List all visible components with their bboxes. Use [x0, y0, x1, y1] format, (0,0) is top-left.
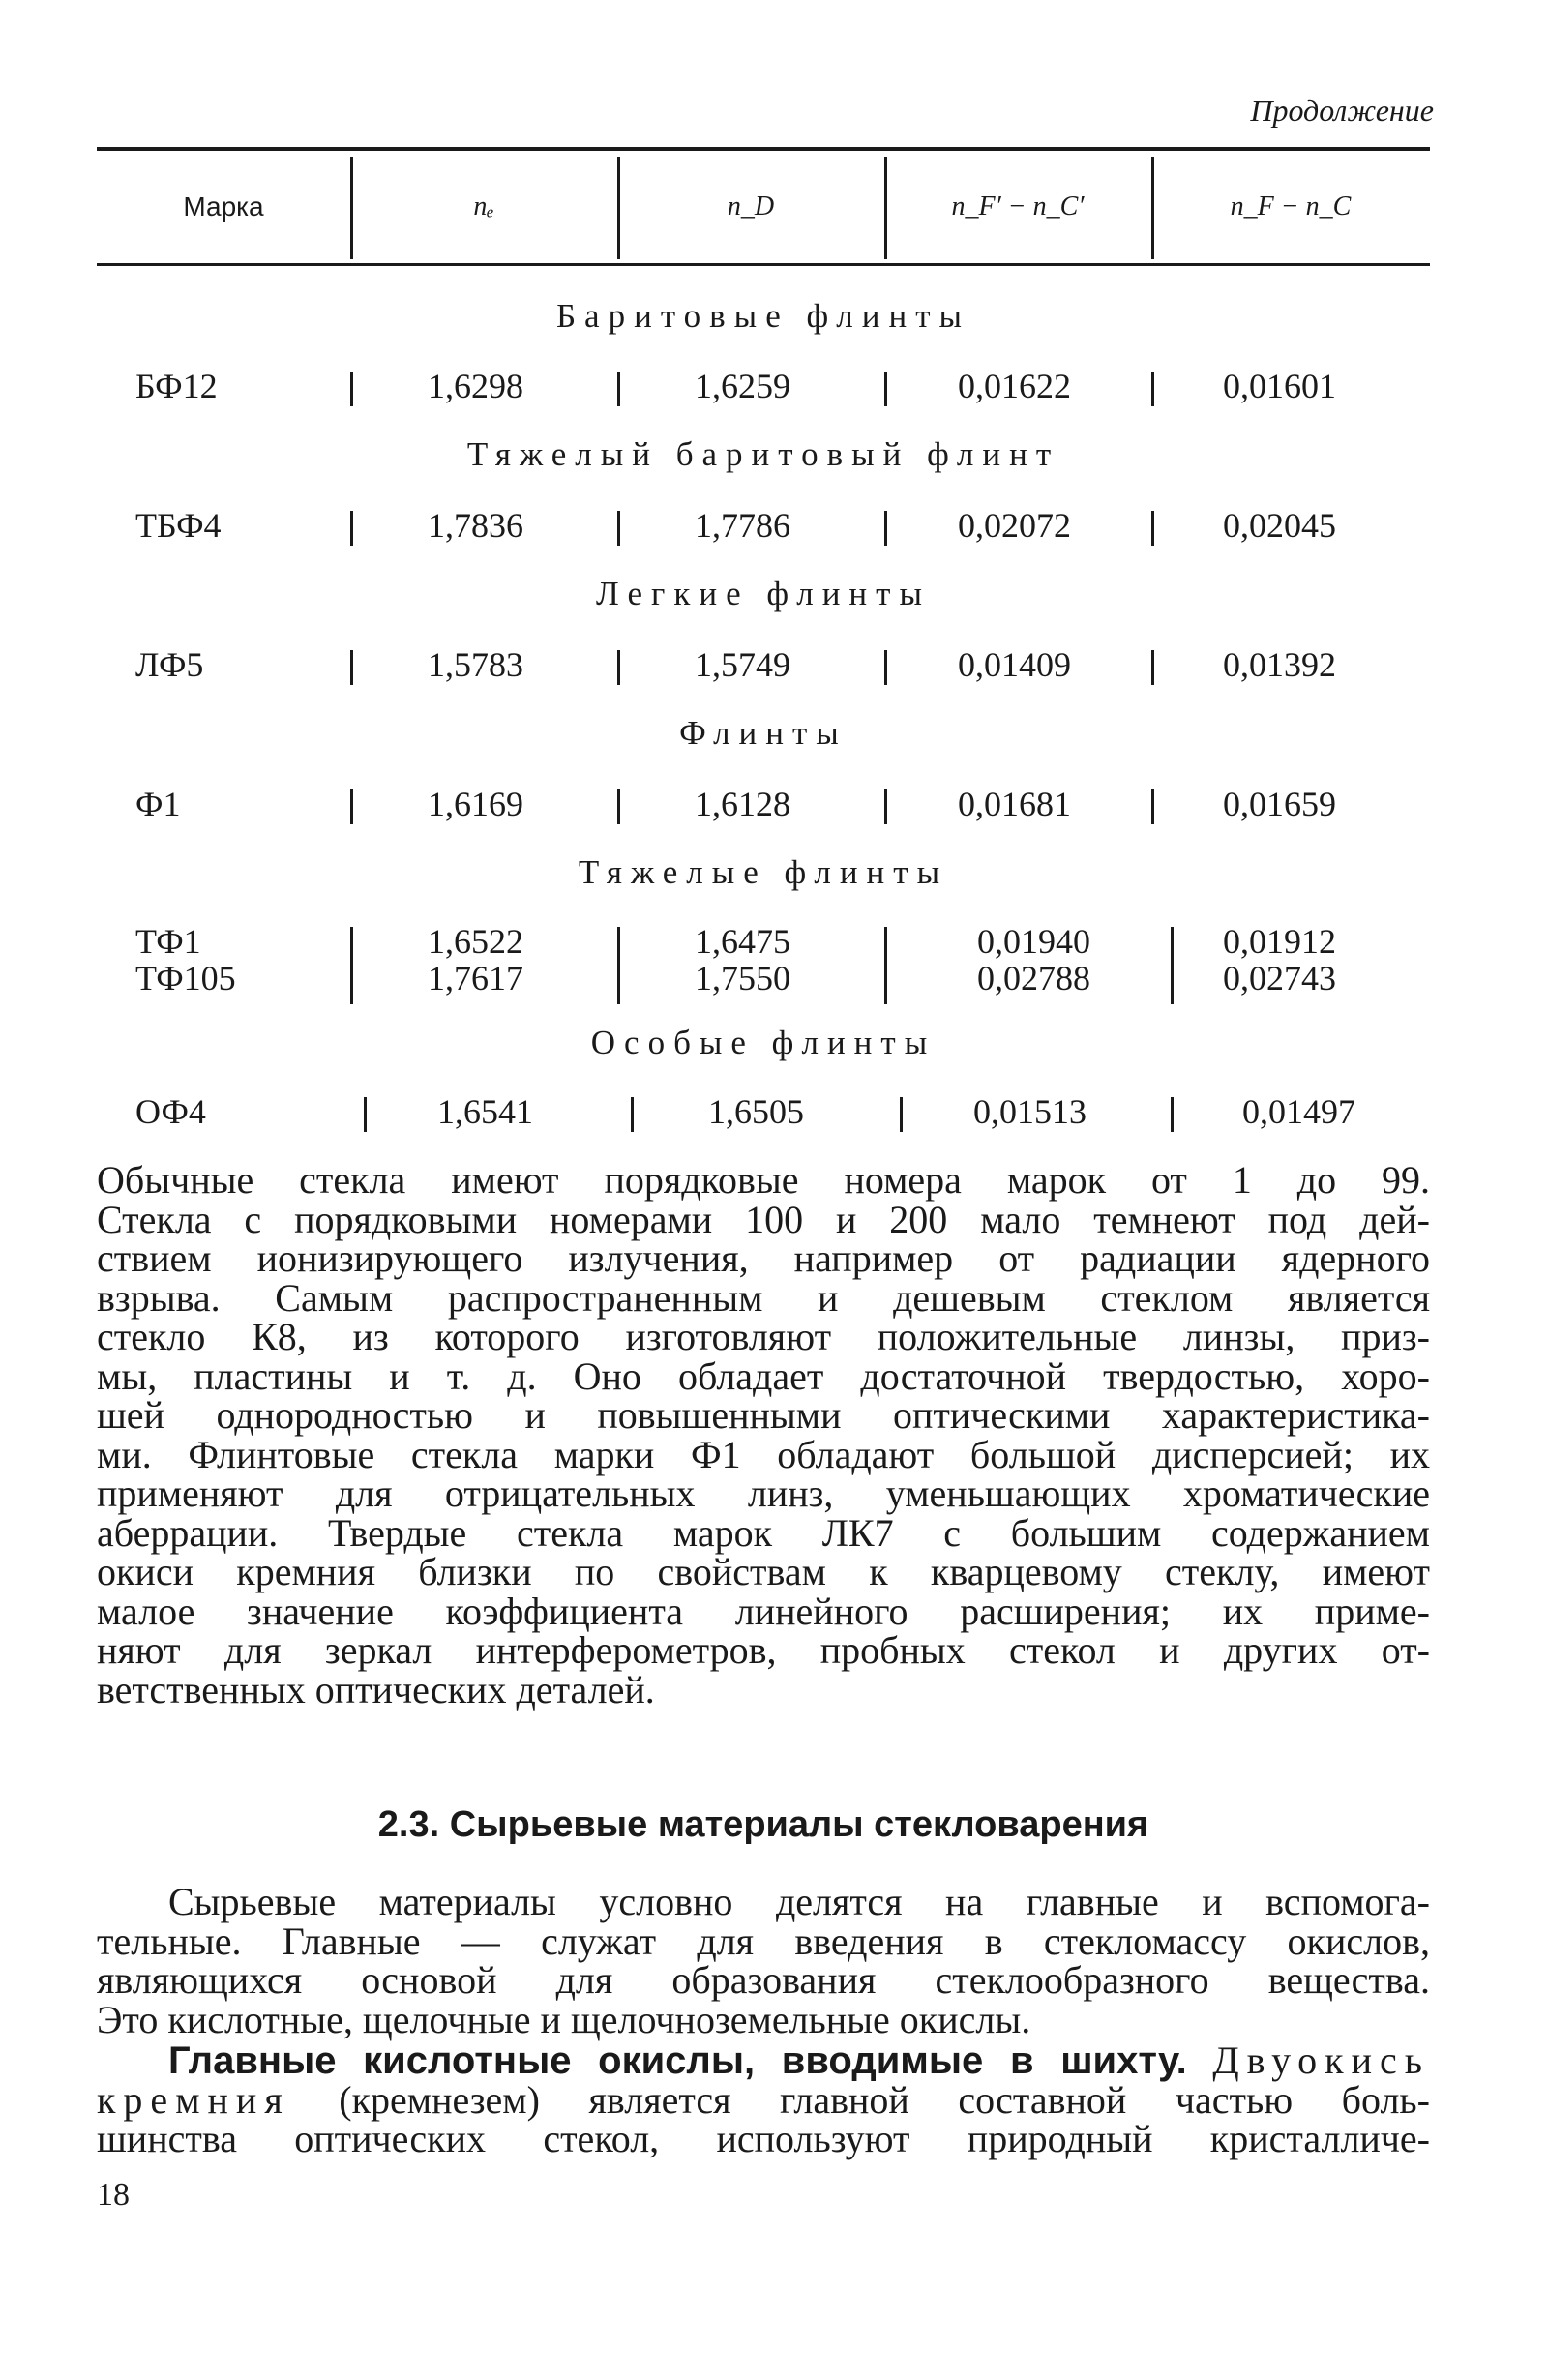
row-divider — [350, 372, 353, 406]
cell-brand: ОФ4 — [135, 1092, 206, 1131]
cell-nfc: 0,02743 — [1223, 959, 1336, 997]
row-divider — [1151, 372, 1154, 406]
cell-nfc-prime: 0,01940 — [977, 922, 1090, 961]
cell-nfc: 0,01497 — [1242, 1092, 1355, 1131]
cell-ne: 1,7836 — [428, 506, 523, 545]
cell-nfc: 0,02045 — [1223, 506, 1336, 545]
header-divider — [1151, 157, 1154, 259]
group-title: Особые флинты — [590, 1024, 937, 1061]
table-header-rule — [97, 263, 1430, 266]
text-line: ми. Флинтовые стекла марки Ф1 обладают большой дисперсией; их — [97, 1432, 1430, 1476]
header-divider — [350, 157, 353, 259]
cell-nfc: 0,01392 — [1223, 645, 1336, 684]
header-divider — [617, 157, 620, 259]
text-line: шинства оптических стекол, используют природный кристалличе- — [97, 2117, 1430, 2160]
text-line: Обычные стекла имеют порядковые номера марок от 1 до 99. — [97, 1158, 1430, 1202]
text-line: применяют для отрицательных линз, уменьшающих хроматические — [97, 1472, 1430, 1515]
row-divider — [1151, 789, 1154, 824]
cell-nd: 1,6505 — [708, 1092, 804, 1131]
text-line: Стекла с порядковыми номерами 100 и 200 мало темнеют под дей- — [97, 1197, 1430, 1241]
text-line — [97, 2077, 1430, 2122]
text-line: ветственных оптических деталей. — [97, 1667, 655, 1711]
text-line: шей однородностью и повышенными оптическими характеристика- — [97, 1393, 1430, 1437]
group-title: Баритовые флинты — [555, 297, 971, 335]
bold-lead-in: Главные кислотные окислы, вводимые в шихту. — [168, 2039, 1187, 2082]
text-line: являющихся основой для образования стеклообразного вещества. — [97, 1958, 1430, 2002]
header-brand: Марка — [183, 192, 264, 222]
header-divider — [884, 157, 887, 259]
cell-nfc-prime: 0,01622 — [958, 367, 1071, 405]
cell-nd: 1,7786 — [695, 506, 790, 545]
row-divider — [350, 650, 353, 685]
cell-nd: 1,6475 — [695, 922, 790, 961]
row-divider — [884, 650, 887, 685]
header-nfc-prime: n_F′ − n_C′ — [951, 192, 1085, 222]
cell-nfc-prime: 0,02072 — [958, 506, 1071, 545]
cell-ne: 1,5783 — [428, 645, 523, 684]
row-divider — [617, 511, 620, 546]
cell-nd: 1,5749 — [695, 645, 790, 684]
text-line: взрыва. Самым распространенным и дешевым стеклом является — [97, 1275, 1430, 1320]
cell-ne: 1,6169 — [428, 785, 523, 823]
table-row — [97, 1091, 1430, 1136]
cell-nd: 1,6259 — [695, 367, 790, 405]
body-paragraph — [97, 1880, 1430, 2041]
header-nfc: n_F − n_C — [1230, 192, 1352, 222]
text-line: Это кислотные, щелочные и щелочноземельные окислы. — [97, 1997, 1031, 2041]
spaced-term: кремния — [97, 2077, 290, 2122]
row-divider — [884, 372, 887, 406]
text-line: окиси кремния близки по свойствам к кварцевому стеклу, имеют — [97, 1550, 1430, 1593]
header-ne: nₑ — [473, 192, 494, 222]
continuation-label: Продолжение — [1250, 93, 1434, 128]
cell-brand: БФ12 — [135, 367, 218, 405]
group-title: Тяжелый баритовый флинт — [466, 435, 1060, 473]
group-title: Тяжелые флинты — [578, 853, 949, 891]
cell-nfc-prime: 0,01681 — [958, 785, 1071, 823]
cell-nfc-prime: 0,01513 — [973, 1092, 1087, 1131]
cell-brand: Ф1 — [135, 785, 181, 823]
cell-ne: 1,6522 — [428, 922, 523, 961]
group-title: Легкие флинты — [596, 575, 931, 612]
row-divider — [350, 511, 353, 546]
text-line: аберрации. Твердые стекла марок ЛК7 с большим содержанием — [97, 1510, 1430, 1555]
table-row — [97, 366, 1430, 410]
row-divider — [884, 789, 887, 824]
table-row — [97, 958, 1430, 1002]
text-line: малое значение коэффициента линейного расширения; их приме- — [97, 1589, 1430, 1633]
section-heading: 2.3. Сырьевые материалы стекловарения — [377, 1804, 1149, 1845]
text-line — [97, 2038, 1430, 2082]
table-row — [97, 784, 1430, 828]
cell-nfc: 0,01912 — [1223, 922, 1336, 961]
cell-nfc-prime: 0,02788 — [977, 959, 1090, 997]
row-divider — [364, 1097, 367, 1132]
row-divider — [617, 372, 620, 406]
cell-brand: ТБФ4 — [135, 506, 222, 545]
cell-brand: ЛФ5 — [135, 645, 204, 684]
cell-nfc: 0,01659 — [1223, 785, 1336, 823]
cell-ne: 1,6298 — [428, 367, 523, 405]
cell-ne: 1,6541 — [437, 1092, 533, 1131]
row-divider — [1171, 1097, 1174, 1132]
cell-brand: ТФ1 — [135, 922, 201, 961]
cell-nd: 1,7550 — [695, 959, 790, 997]
text-fragment: (кремнезем) является главной составной частью боль- — [339, 2077, 1430, 2122]
row-divider — [1151, 650, 1154, 685]
text-line: мы, пластины и т. д. Оно обладает достаточной твердостью, хоро- — [97, 1354, 1430, 1398]
row-divider — [884, 511, 887, 546]
table-top-rule — [97, 147, 1430, 151]
body-paragraph — [97, 2038, 1430, 2160]
text-line: няют для зеркал интерферометров, пробных стекол и других от- — [97, 1628, 1430, 1672]
text-line: ствием ионизирующего излучения, например от радиации ядерного — [97, 1236, 1430, 1280]
text-line: Сырьевые материалы условно делятся на главные и вспомога- — [168, 1880, 1430, 1923]
cell-nfc: 0,01601 — [1223, 367, 1336, 405]
row-divider — [350, 789, 353, 824]
text-line: тельные. Главные — служат для введения в стекломассу окислов, — [97, 1919, 1430, 1963]
spaced-term: Двуокись — [1212, 2038, 1430, 2082]
text-line: стекло К8, из которого изготовляют положительные линзы, приз- — [97, 1315, 1430, 1358]
row-divider — [617, 789, 620, 824]
page-number: 18 — [97, 2177, 130, 2213]
row-divider — [631, 1097, 634, 1132]
group-title: Флинты — [679, 714, 848, 752]
table-row — [97, 505, 1430, 550]
header-nd: n_D — [727, 192, 775, 222]
cell-brand: ТФ105 — [135, 959, 236, 997]
body-paragraph — [97, 1158, 1430, 1711]
row-divider — [1151, 511, 1154, 546]
table-row — [97, 644, 1430, 689]
row-divider — [617, 650, 620, 685]
cell-nfc-prime: 0,01409 — [958, 645, 1071, 684]
table-header — [97, 153, 1430, 261]
cell-nd: 1,6128 — [695, 785, 790, 823]
row-divider — [900, 1097, 903, 1132]
cell-ne: 1,7617 — [428, 959, 523, 997]
